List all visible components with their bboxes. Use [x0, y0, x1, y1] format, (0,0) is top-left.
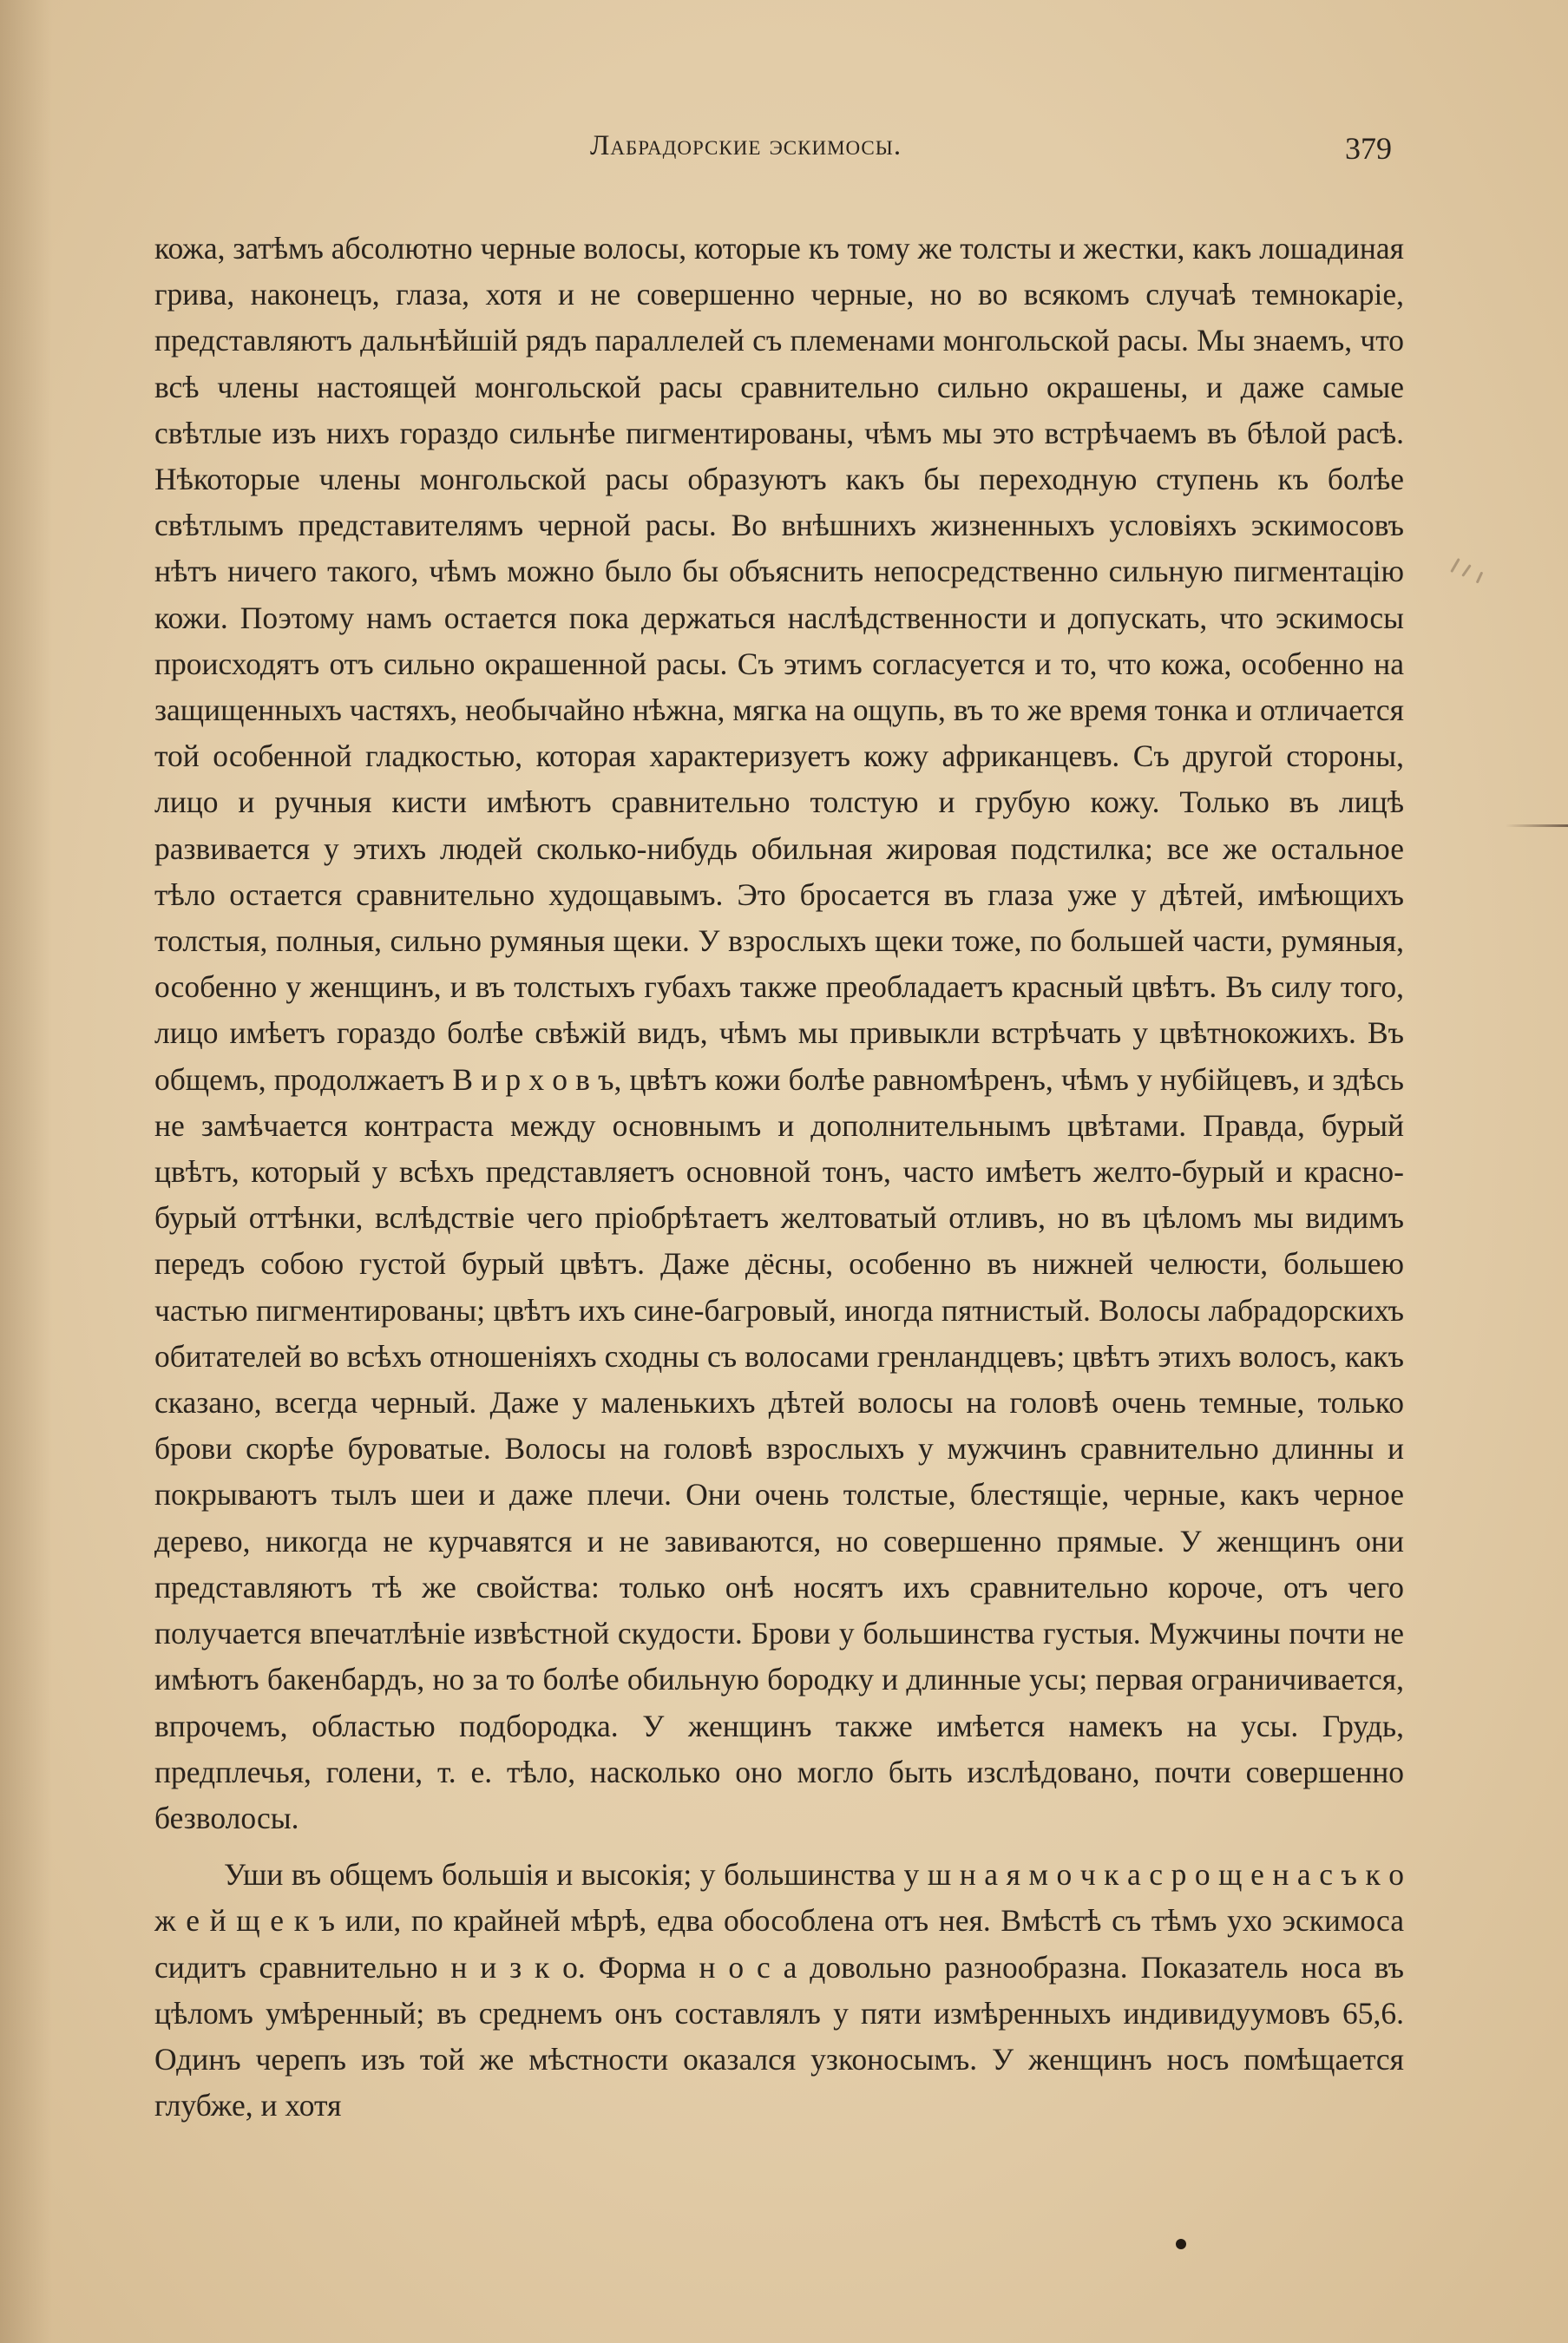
margin-ink-line	[1506, 824, 1568, 827]
margin-pencil-marks	[1447, 555, 1499, 607]
running-head: Лабрадорские эскимосы.	[590, 130, 902, 161]
paragraph-2: Уши въ общемъ большія и высокія; у большинства у ш н а я м о ч к а с р о щ е н а с ъ к о ж е й щ е к ъ или, по крайней мѣрѣ, едва обособлена отъ нея. Вмѣстѣ съ тѣмъ ухо эскимоса сидитъ сравнительно н и з к о. Форма н о с а довольно разнообразна. Показатель носа въ цѣломъ умѣренный; въ среднемъ онъ составлялъ у пяти измѣренныхъ индивидуумовъ 65,6. Одинъ черепъ изъ той же мѣстности оказался узконосымъ. У женщинъ носъ помѣщается глубже, и хотя	[154, 1857, 1404, 2123]
paragraph-1: кожа, затѣмъ абсолютно черные волосы, которые къ тому же толсты и жестки, какъ лошадиная грива, наконецъ, глаза, хотя и не совершенно черные, но во всякомъ случаѣ темнокаріе, представляютъ дальнѣйшій рядъ параллелей съ племенами монгольской расы. Мы знаемъ, что всѣ члены настоящей монгольской расы сравнительно сильно окрашены, и даже самые свѣтлые изъ нихъ гораздо сильнѣе пигментированы, чѣмъ мы это встрѣчаемъ въ бѣлой расѣ. Нѣкоторые члены монгольской расы образуютъ какъ бы переходную ступень къ болѣе свѣтлымъ представителямъ черной расы. Во внѣшнихъ жизненныхъ условіяхъ эскимосовъ нѣтъ ничего такого, чѣмъ можно было бы объяснить непосредственно сильную пигментацію кожи. Поэтому намъ остается пока держаться наслѣдственности и допускать, что эскимосы происходятъ отъ сильно окрашенной расы. Съ этимъ согласуется и то, что кожа, особенно на защищенныхъ частяхъ, необычайно нѣжна, мягка на ощупь, въ то же время тонка и отличается той особенной гладкостью, которая характеризуетъ кожу африканцевъ. Съ другой стороны, лицо и ручныя кисти имѣютъ сравнительно толстую и грубую кожу. Только въ лицѣ развивается у этихъ людей сколько-нибудь обильная жировая подстилка; все же остальное тѣло остается сравнительно худощавымъ. Это бросается въ глаза уже у дѣтей, имѣющихъ толстыя, полныя, сильно румяныя щеки. У взрослыхъ щеки тоже, по большей части, румяныя, особенно у женщинъ, и въ толстыхъ губахъ также преобладаетъ красный цвѣтъ. Въ силу того, лицо имѣетъ гораздо болѣе свѣжій видъ, чѣмъ мы привыкли встрѣчать у цвѣтнокожихъ. Въ общемъ, продолжаетъ В и р х о в ъ, цвѣтъ кожи болѣе равномѣренъ, чѣмъ у нубійцевъ, и здѣсь не замѣчается контраста между основнымъ и дополнительнымъ цвѣтами. Правда, бурый цвѣтъ, который у всѣхъ представляетъ основной тонъ, часто имѣетъ желто-бурый и красно-бурый оттѣнки, вслѣдствіе чего пріобрѣтаетъ желтоватый отливъ, но въ цѣломъ мы видимъ передъ собою густой бурый цвѣтъ. Даже дёсны, особенно въ нижней челюсти, большею частью пигментированы; цвѣтъ ихъ сине-багровый, иногда пятнистый. Волосы лабрадорскихъ обитателей во всѣхъ отношеніяхъ сходны съ волосами гренландцевъ; цвѣтъ этихъ волосъ, какъ сказано, всегда черный. Даже у маленькихъ дѣтей волосы на головѣ очень темные, только брови скорѣе буроватые. Волосы на головѣ взрослыхъ у мужчинъ сравнительно длинны и покрываютъ тылъ шеи и даже плечи. Они очень толстые, блестящіе, черные, какъ черное дерево, никогда не курчавятся и не завиваются, но совершенно прямые. У женщинъ они представляютъ тѣ же свойства: только онѣ носятъ ихъ сравнительно короче, отъ чего получается впечатлѣніе извѣстной скудости. Брови у большинства густыя. Мужчины почти не имѣютъ бакенбардъ, но за то болѣе обильную бородку и длинные усы; первая ограничивается, впрочемъ, областью подбородка. У женщинъ также имѣется намекъ на усы. Грудь, предплечья, голени, т. е. тѣло, насколько оно могло быть изслѣдовано, почти совершенно безволосы.	[154, 231, 1404, 1835]
page-number: 379	[1345, 131, 1392, 166]
body-text	[154, 226, 1404, 2129]
page-header	[0, 130, 1568, 182]
binding-shadow	[0, 0, 52, 2343]
ink-dot	[1176, 2239, 1186, 2249]
